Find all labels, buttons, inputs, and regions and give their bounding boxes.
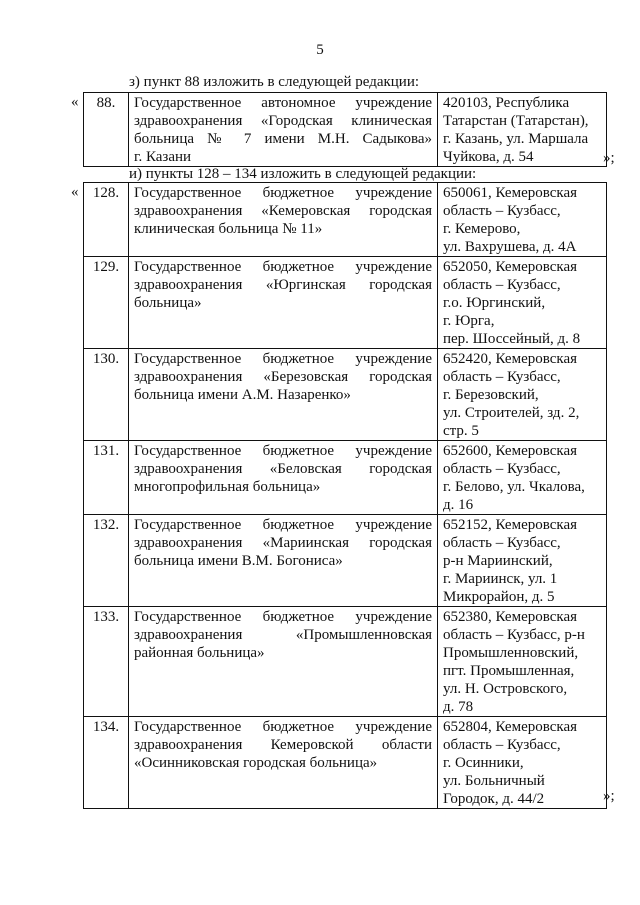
name-line: Государственное бюджетное учреждение xyxy=(134,185,432,201)
institution-name xyxy=(129,349,438,441)
table-row xyxy=(84,717,607,809)
institution-name xyxy=(129,515,438,607)
name-line: Государственное бюджетное учреждение xyxy=(134,609,432,625)
table-row xyxy=(84,441,607,515)
address-line: Городок, д. 44/2 xyxy=(443,791,545,807)
name-line: здравоохранения «Промышленновская xyxy=(134,627,432,643)
address-line: 652420, Кемеровская xyxy=(443,351,578,367)
row-number: 131. xyxy=(84,441,129,515)
address-line: Чуйкова, д. 54 xyxy=(443,149,534,165)
address-line: область – Кузбасс, xyxy=(443,277,561,293)
address-line: 652152, Кемеровская xyxy=(443,517,578,533)
address-line: ул. Вахрушева, д. 4А xyxy=(443,239,577,255)
name-line: районная больница» xyxy=(134,645,265,661)
name-line: больница» xyxy=(134,295,202,311)
address-line: г. Белово, ул. Чкалова, xyxy=(443,479,585,495)
address-line: д. 16 xyxy=(443,497,474,513)
address-line: г. Юрга, xyxy=(443,313,495,329)
row-number: 134. xyxy=(84,717,129,809)
name-line: Государственное бюджетное учреждение xyxy=(134,719,432,735)
institution-name xyxy=(129,441,438,515)
institution-name xyxy=(129,93,438,167)
address-line: Промышленновский, xyxy=(443,645,579,661)
address-line: стр. 5 xyxy=(443,423,479,439)
address-line: д. 78 xyxy=(443,699,474,715)
address-line: ул. Больничный xyxy=(443,773,545,789)
name-line: Государственное автономное учреждение xyxy=(134,95,432,111)
name-line: здравоохранения «Юргинская городская xyxy=(134,277,432,293)
address-line: г. Осинники, xyxy=(443,755,524,771)
address-line: р-н Мариинский, xyxy=(443,553,553,569)
section-i-table xyxy=(83,182,607,809)
name-line: здравоохранения Кемеровской области xyxy=(134,737,432,753)
section-i-close-quote: »; xyxy=(603,788,615,804)
address-line: область – Кузбасс, xyxy=(443,203,561,219)
name-line: здравоохранения «Беловская городская xyxy=(134,461,432,477)
name-line: Государственное бюджетное учреждение xyxy=(134,443,432,459)
row-number: 130. xyxy=(84,349,129,441)
page-number: 5 xyxy=(316,42,324,58)
institution-address xyxy=(438,515,607,607)
table-row xyxy=(84,257,607,349)
institution-name xyxy=(129,607,438,717)
address-line: ул. Строителей, зд. 2, xyxy=(443,405,580,421)
address-line: 420103, Республика xyxy=(443,95,570,111)
address-line: г. Казань, ул. Маршала xyxy=(443,131,589,147)
name-line: Государственное бюджетное учреждение xyxy=(134,259,432,275)
row-number: 129. xyxy=(84,257,129,349)
address-line: ул. Н. Островского, xyxy=(443,681,568,697)
table-row xyxy=(84,93,607,167)
address-line: область – Кузбасс, xyxy=(443,737,561,753)
row-number: 88. xyxy=(84,93,129,167)
address-line: область – Кузбасс, xyxy=(443,461,561,477)
address-line: область – Кузбасс, xyxy=(443,535,561,551)
address-line: 650061, Кемеровская xyxy=(443,185,578,201)
address-line: 652804, Кемеровская xyxy=(443,719,578,735)
address-line: Татарстан (Татарстан), xyxy=(443,113,589,129)
address-line: 652380, Кемеровская xyxy=(443,609,578,625)
name-line: больница имени А.М. Назаренко» xyxy=(134,387,351,403)
row-number: 132. xyxy=(84,515,129,607)
name-line: «Осинниковская городская больница» xyxy=(134,755,378,771)
name-line: Государственное бюджетное учреждение xyxy=(134,351,432,367)
table-row xyxy=(84,183,607,257)
table-row xyxy=(84,515,607,607)
address-line: г.о. Юргинский, xyxy=(443,295,546,311)
address-line: область – Кузбасс, р-н xyxy=(443,627,585,643)
institution-address xyxy=(438,349,607,441)
institution-address xyxy=(438,441,607,515)
name-line: здравоохранения «Кемеровская городская xyxy=(134,203,432,219)
address-line: область – Кузбасс, xyxy=(443,369,561,385)
address-line: г. Березовский, xyxy=(443,387,539,403)
section-z-open-quote: « xyxy=(71,94,79,110)
section-z-intro: з) пункт 88 изложить в следующей редакции: xyxy=(129,74,420,90)
institution-name xyxy=(129,183,438,257)
section-z-close-quote: »; xyxy=(603,150,615,166)
name-line: г. Казани xyxy=(134,149,192,165)
address-line: г. Кемерово, xyxy=(443,221,521,237)
table-row xyxy=(84,607,607,717)
name-line: Государственное бюджетное учреждение xyxy=(134,517,432,533)
institution-address xyxy=(438,607,607,717)
institution-address xyxy=(438,183,607,257)
name-line: здравоохранения «Мариинская городская xyxy=(134,535,432,551)
row-number: 128. xyxy=(84,183,129,257)
address-line: г. Мариинск, ул. 1 xyxy=(443,571,558,587)
name-line: здравоохранения «Городская клиническая xyxy=(134,113,432,129)
section-i-intro: и) пункты 128 – 134 изложить в следующей редакции: xyxy=(129,166,477,182)
institution-name xyxy=(129,257,438,349)
name-line: здравоохранения «Березовская городская xyxy=(134,369,432,385)
name-line: больница имени В.М. Богониса» xyxy=(134,553,343,569)
name-line: больница № 7 имени М.Н. Садыкова» xyxy=(134,131,432,147)
address-line: Микрорайон, д. 5 xyxy=(443,589,555,605)
table-row xyxy=(84,349,607,441)
section-z-table xyxy=(83,92,607,167)
name-line: многопрофильная больница» xyxy=(134,479,321,495)
institution-address xyxy=(438,257,607,349)
address-line: 652600, Кемеровская xyxy=(443,443,578,459)
address-line: 652050, Кемеровская xyxy=(443,259,578,275)
institution-address xyxy=(438,93,607,167)
address-line: пер. Шоссейный, д. 8 xyxy=(443,331,581,347)
institution-name xyxy=(129,717,438,809)
row-number: 133. xyxy=(84,607,129,717)
address-line: пгт. Промышленная, xyxy=(443,663,575,679)
name-line: клиническая больница № 11» xyxy=(134,221,323,237)
section-i-open-quote: « xyxy=(71,184,79,200)
institution-address xyxy=(438,717,607,809)
